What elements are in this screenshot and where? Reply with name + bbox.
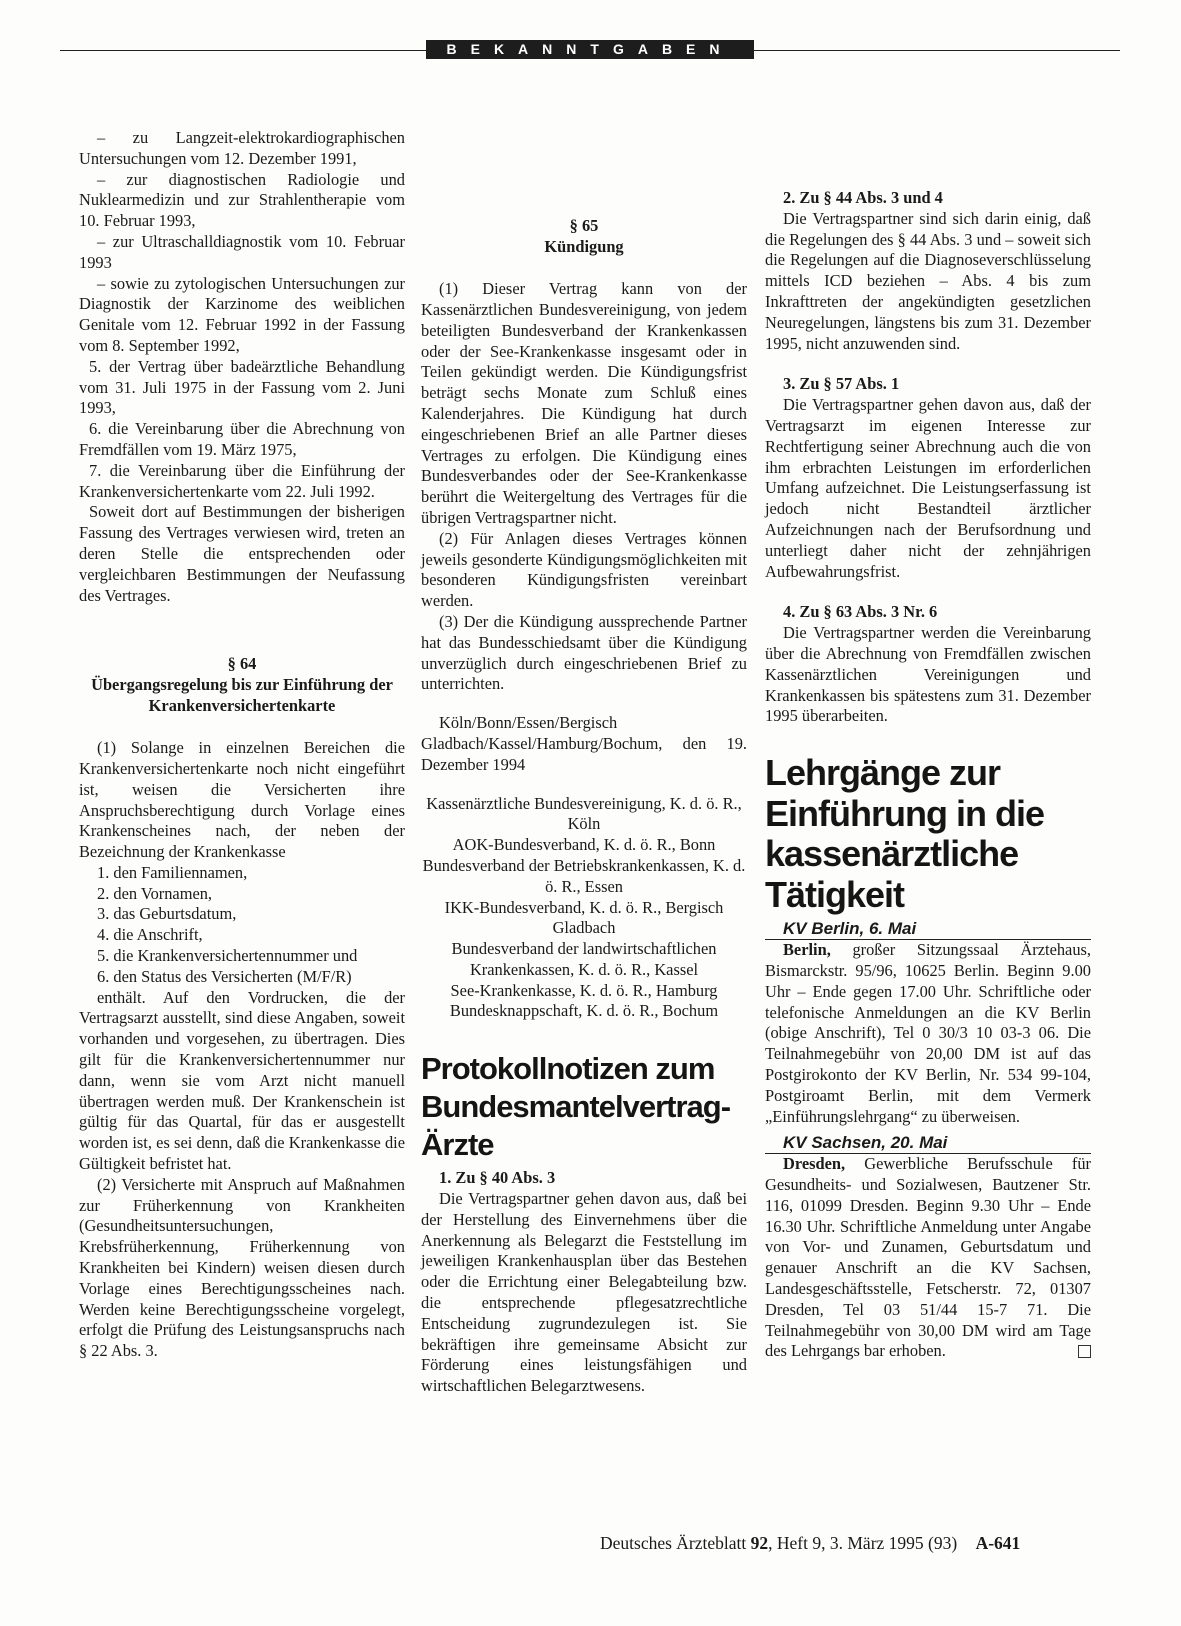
note-heading: 1. Zu § 40 Abs. 3 (439, 1168, 556, 1188)
volume: 92 (750, 1533, 769, 1553)
column-3 (765, 128, 1091, 1362)
paragraph: Soweit dort auf Bestimmungen der bisherigen Fassung des Vertrages verwiesen wird, treten an deren Stelle die entsprechenden oder vergleichbaren Bestimmungen der Neufassung des Vertrages. (79, 502, 405, 605)
paragraph (765, 940, 1091, 1127)
section-title: Übergangsregelung bis zur Einführung der Krankenversichertenkarte (91, 674, 393, 715)
paragraph: (2) Für Anlagen dieses Vertrages können jeweils gesonderte Kündigungsmöglichkeiten mit besonderen Kündigungsfristen vereinbart werden. (421, 528, 747, 611)
page-number: A-641 (975, 1533, 1021, 1553)
paragraph: 5. der Vertrag über badeärztliche Behandlung vom 31. Juli 1975 in der Fassung vom 2. Juni 1993, (79, 356, 405, 418)
note-heading: 2. Zu § 44 Abs. 3 und 4 (783, 188, 943, 207)
place-name: Dresden, (783, 1154, 846, 1174)
section-title: Kündigung (544, 236, 624, 256)
signatory: Bundesverband der Betriebskrankenkassen, K. d. ö. R., Essen (422, 855, 746, 896)
paragraph (765, 1154, 1091, 1362)
paragraph: (1) Dieser Vertrag kann von der Kassenärztlichen Bundesvereinigung, von jedem beteiligten Bundesverband der Krankenkassen oder der See-Krankenkasse insgesamt oder in Teilen gekündigt werden. Die Kündigungsfrist beträgt sechs Monate zum Schluß eines Kalenderjahres. Die Kündigung hat durch eingeschriebenen Brief an alle Partner dieses Vertrages zu erfolgen. Die Kündigung eines Bundesverbandes oder der See-Krankenkasse berührt die Weitergeltung des Vertrages für die übrigen Vertragspartner nicht. (421, 279, 747, 527)
issue-info: , Heft 9, 3. März 1995 (93) (768, 1533, 958, 1553)
paragraph: – sowie zu zytologischen Untersuchungen zur Diagnostik der Karzinome des weiblichen Genitale vom 12. Februar 1992 in der Fassung vom 8. September 1992, (79, 273, 405, 355)
end-mark-icon (1078, 1345, 1091, 1358)
section-number: § 64 (227, 654, 257, 674)
list-item: 4. die Anschrift, (97, 925, 203, 945)
footer (600, 1533, 1020, 1554)
paragraph: (1) Solange in einzelnen Bereichen die Krankenversichertenkarte noch nicht eingeführt ist, weisen die Versicherten ihre Anspruchsberechtigung durch Vorlage eines Krankenscheines nach, der neben der Bezeichnung der Krankenkasse (79, 738, 405, 862)
paragraph: – zur diagnostischen Radiologie und Nuklearmedizin und zur Strahlentherapie vom 10. Februar 1993, (79, 169, 405, 231)
journal-name: Deutsches Ärzteblatt (600, 1533, 747, 1553)
list-item: 1. den Familiennamen, (97, 862, 248, 882)
paragraph: 7. die Vereinbarung über die Einführung der Krankenversichertenkarte vom 22. Juli 1992. (79, 460, 405, 501)
signatory: Bundesverband der landwirtschaftlichen Krankenkassen, K. d. ö. R., Kassel (451, 939, 717, 979)
signatory: Kassenärztliche Bundesvereinigung, K. d. ö. R., Köln (426, 793, 742, 834)
list-item: 2. den Vornamen, (97, 883, 213, 903)
list-item: 6. den Status des Versicherten (M/F/R) (97, 966, 352, 986)
paragraph: 6. die Vereinbarung über die Abrechnung von Fremdfällen vom 19. März 1975, (79, 419, 405, 459)
paragraph: (3) Der die Kündigung aussprechende Partner hat das Bundesschiedsamt über die Kündigung unverzüglich durch eingeschriebenen Brief zu unterrichten. (421, 611, 747, 694)
column-1 (79, 128, 405, 1362)
protokoll-headline: Protokollnotizen zum Bundesmantelvertrag-Ärzte (421, 1051, 731, 1163)
kv-heading: KV Berlin, 6. Mai (765, 919, 1091, 940)
place-date: Köln/Bonn/Essen/Bergisch Gladbach/Kassel/Hamburg/Bochum, den 19. Dezember 1994 (421, 713, 747, 774)
list-item: 5. die Krankenversichertennummer und (97, 946, 358, 966)
column-2 (421, 128, 747, 1397)
paragraph: enthält. Auf den Vordrucken, die der Vertragsarzt ausstellt, sind diese Angaben, soweit vorhanden und vorgesehen, zu übertragen. Dies gilt für die Krankenversichertennummer nur dann, wenn sie vom Arzt nicht manuell übertragen werden muß. Der Krankenschein ist gültig für das Quartal, für das er ausgestellt worden ist, es sei denn, daß die Krankenkasse die Gültigkeit befristet hat. (79, 987, 405, 1174)
paragraph: – zur Ultraschalldiagnostik vom 10. Februar 1993 (79, 231, 405, 272)
paragraph: (2) Versicherte mit Anspruch auf Maßnahmen zur Früherkennung von Krankheiten (Gesundheitsuntersuchungen, Krebsfrüherkennung, Früherkennung von Krankheiten bei Kindern) weisen diesen durch Vorlage eines Berechtigungsscheines nach. Werden keine Berechtigungsscheine vorgelegt, erfolgt die Prüfung des Leistungsanspruchs nach § 22 Abs. 3. (79, 1174, 405, 1361)
paragraph-text: großer Sitzungssaal Ärztehaus, Bismarckstr. 95/96, 10625 Berlin. Beginn 9.00 Uhr – Ende gegen 17.00 Uhr. Schriftliche oder telefonische Anmeldungen an die KV Berlin (obige Anschrift), Tel 0 30/3 10 03-3 06. Die Teilnahmegebühr von 20,00 DM ist auf das Postgirokonto der KV Berlin, Nr. 534 99-104, Postgiroamt Berlin, mit dem Vermerk „Einführungslehrgang“ zu überweisen. (765, 940, 1091, 1126)
section-number: § 65 (569, 216, 599, 235)
paragraph-text: Gewerbliche Berufsschule für Gesundheits- und Sozialwesen, Bautzener Str. 116, 01099 Dresden. Beginn 9.30 Uhr – Ende 16.30 Uhr. Schriftliche Anmeldung unter Angabe von Vor- und Zunamen, Geburtsdatum und genauer Anschrift an die KV Sachsen, Landesgeschäftsstelle, Fetscherstr. 72, 01307 Dresden, Tel 03 51/44 15-7 71. Die Teilnahmegebühr von 30,00 DM wird am Tage des Lehrgangs bar erhoben. (765, 1154, 1091, 1361)
note-heading: 3. Zu § 57 Abs. 1 (783, 374, 900, 394)
paragraph: Die Vertragspartner gehen davon aus, daß bei der Herstellung des Einvernehmens über die Anerkennung als Belegarzt die Feststellung im jeweiligen Krankenhausplan über das Bestehen oder die Errichtung einer Belegabteilung bzw. die entsprechende pflegesatzrechtliche Entscheidung zugrundezulegen ist. Sie bekräftigen ihre gemeinsame Absicht zur Förderung eines leistungsfähigen und wirtschaftlichen Belegarztwesens. (421, 1189, 747, 1396)
paragraph: Die Vertragspartner sind sich darin einig, daß die Regelungen des § 44 Abs. 3 und – soweit sich die Regelungen auf die Diagnoseverschlüsselung mittels ICD beziehen – Abs. 4 bis zum Inkrafttreten der angekündigten gesetzlichen Neuregelungen, längstens bis zum 31. Dezember 1995, nicht anzuwenden sind. (765, 208, 1091, 353)
paragraph: Die Vertragspartner gehen davon aus, daß der Vertragsarzt im eigenen Interesse zur Rechtfertigung seiner Abrechnung auch die von ihm erbrachten Leistungen im erforderlichen Umfang aufzeichnet. Die Leistungserfassung ist jedoch nicht Bestandteil ärztlicher Aufzeichnungen nach der Berufsordnung und unterliegt daher nicht der zehnjährigen Aufbewahrungsfrist. (765, 395, 1091, 581)
signatory: AOK-Bundesverband, K. d. ö. R., Bonn (452, 835, 716, 855)
place-name: Berlin, (783, 940, 831, 960)
signatory: Bundesknappschaft, K. d. ö. R., Bochum (449, 1001, 719, 1021)
signatory: See-Krankenkasse, K. d. ö. R., Hamburg (450, 980, 718, 1000)
kv-heading: KV Sachsen, 20. Mai (765, 1133, 1091, 1154)
paragraph: Die Vertragspartner werden die Vereinbarung über die Abrechnung von Fremdfällen zwischen Kassenärztlichen Vereinigungen und Krankenkassen bis spätestens zum 31. Dezember 1995 überarbeiten. (765, 623, 1091, 726)
lehrgaenge-headline: Lehrgänge zur Einführung in die kassenärztliche Tätigkeit (765, 752, 1044, 915)
section-label: BEKANNTGABEN (426, 40, 754, 59)
signatory: IKK-Bundesverband, K. d. ö. R., Bergisch Gladbach (444, 897, 724, 938)
note-heading: 4. Zu § 63 Abs. 3 Nr. 6 (783, 602, 938, 622)
paragraph: – zu Langzeit-elektrokardiographischen Untersuchungen vom 12. Dezember 1991, (79, 128, 405, 168)
list-item: 3. das Geburtsdatum, (97, 904, 237, 924)
